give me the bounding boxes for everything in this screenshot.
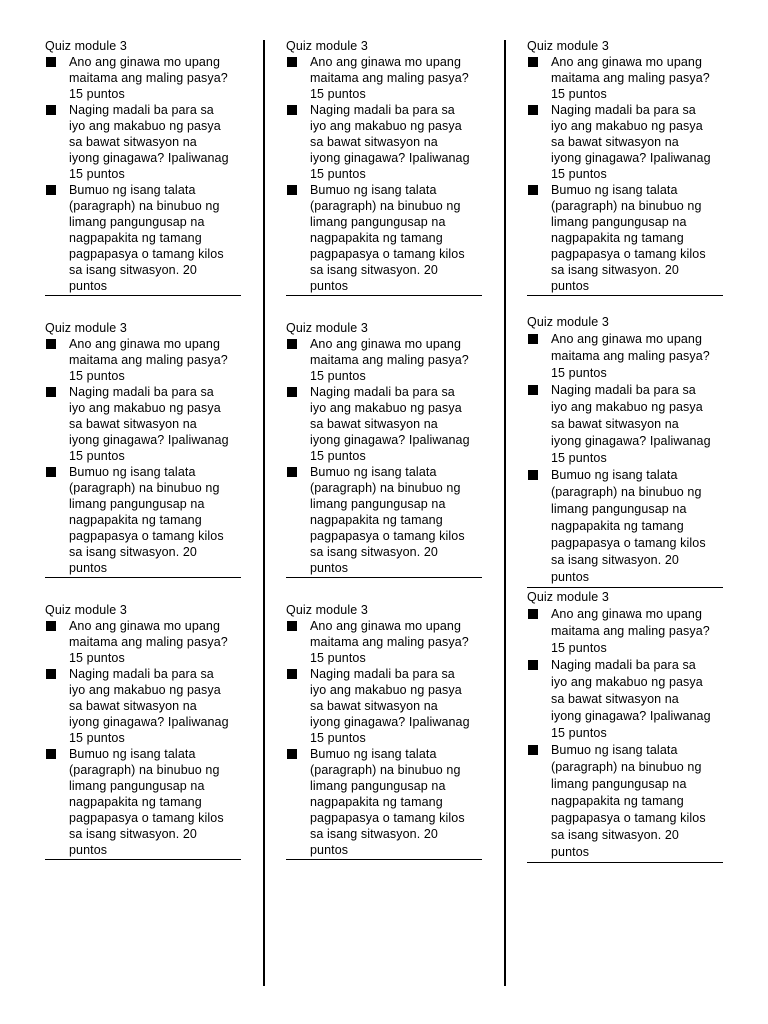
square-bullet-icon [287, 57, 297, 67]
square-bullet-icon [528, 660, 538, 670]
quiz-item-3: Bumuo ng isang talata (paragraph) na binubuo ng limang pangungusap na nagpapakita ng tamang pagpapasya o tamang kilos sa isang sitwasyon. 20 puntos [527, 742, 723, 861]
square-bullet-icon [46, 57, 56, 67]
quiz-card [527, 588, 723, 863]
column-divider-left [263, 40, 265, 986]
square-bullet-icon [287, 669, 297, 679]
column-3 [527, 38, 723, 863]
square-bullet-icon [46, 387, 56, 397]
quiz-item-2: Naging madali ba para sa iyo ang makabuo ng pasya sa bawat sitwasyon na iyong ginagawa? Ipaliwanag 15 puntos [527, 382, 723, 467]
square-bullet-icon [287, 749, 297, 759]
quiz-item-3: Bumuo ng isang talata (paragraph) na binubuo ng limang pangungusap na nagpapakita ng tamang pagpapasya o tamang kilos sa isang sitwasyon. 20 puntos [286, 182, 482, 294]
quiz-title: Quiz module 3 [527, 590, 609, 604]
quiz-card [45, 38, 241, 296]
square-bullet-icon [528, 57, 538, 67]
square-bullet-icon [46, 185, 56, 195]
quiz-item-2: Naging madali ba para sa iyo ang makabuo ng pasya sa bawat sitwasyon na iyong ginagawa? Ipaliwanag 15 puntos [527, 102, 723, 182]
square-bullet-icon [287, 339, 297, 349]
square-bullet-icon [528, 745, 538, 755]
square-bullet-icon [46, 621, 56, 631]
quiz-item-1: Ano ang ginawa mo upang maitama ang maling pasya? 15 puntos [527, 54, 723, 102]
quiz-title: Quiz module 3 [45, 39, 127, 53]
quiz-title: Quiz module 3 [286, 321, 368, 335]
quiz-title: Quiz module 3 [527, 315, 609, 329]
quiz-card [45, 602, 241, 860]
quiz-item-3: Bumuo ng isang talata (paragraph) na binubuo ng limang pangungusap na nagpapakita ng tamang pagpapasya o tamang kilos sa isang sitwasyon. 20 puntos [286, 746, 482, 858]
quiz-title: Quiz module 3 [45, 603, 127, 617]
quiz-card [527, 38, 723, 296]
square-bullet-icon [287, 185, 297, 195]
quiz-item-1: Ano ang ginawa mo upang maitama ang maling pasya? 15 puntos [286, 54, 482, 102]
square-bullet-icon [287, 621, 297, 631]
quiz-item-2: Naging madali ba para sa iyo ang makabuo ng pasya sa bawat sitwasyon na iyong ginagawa? Ipaliwanag 15 puntos [45, 102, 241, 182]
quiz-title: Quiz module 3 [527, 39, 609, 53]
quiz-item-1: Ano ang ginawa mo upang maitama ang maling pasya? 15 puntos [286, 336, 482, 384]
quiz-item-1: Ano ang ginawa mo upang maitama ang maling pasya? 15 puntos [45, 54, 241, 102]
quiz-title: Quiz module 3 [45, 321, 127, 335]
quiz-card [286, 602, 482, 860]
column-2 [286, 38, 482, 860]
quiz-card [527, 314, 723, 588]
square-bullet-icon [287, 467, 297, 477]
square-bullet-icon [46, 467, 56, 477]
quiz-card [286, 38, 482, 296]
quiz-item-3: Bumuo ng isang talata (paragraph) na binubuo ng limang pangungusap na nagpapakita ng tamang pagpapasya o tamang kilos sa isang sitwasyon. 20 puntos [527, 182, 723, 294]
quiz-item-1: Ano ang ginawa mo upang maitama ang maling pasya? 15 puntos [286, 618, 482, 666]
quiz-item-2: Naging madali ba para sa iyo ang makabuo ng pasya sa bawat sitwasyon na iyong ginagawa? Ipaliwanag 15 puntos [45, 666, 241, 746]
quiz-item-2: Naging madali ba para sa iyo ang makabuo ng pasya sa bawat sitwasyon na iyong ginagawa? Ipaliwanag 15 puntos [286, 666, 482, 746]
quiz-title: Quiz module 3 [286, 39, 368, 53]
quiz-item-2: Naging madali ba para sa iyo ang makabuo ng pasya sa bawat sitwasyon na iyong ginagawa? Ipaliwanag 15 puntos [286, 102, 482, 182]
square-bullet-icon [287, 387, 297, 397]
square-bullet-icon [46, 339, 56, 349]
column-divider-right [504, 40, 506, 986]
square-bullet-icon [528, 609, 538, 619]
quiz-item-3: Bumuo ng isang talata (paragraph) na binubuo ng limang pangungusap na nagpapakita ng tamang pagpapasya o tamang kilos sa isang sitwasyon. 20 puntos [45, 464, 241, 576]
quiz-card [286, 320, 482, 578]
square-bullet-icon [528, 470, 538, 480]
square-bullet-icon [528, 334, 538, 344]
quiz-card [45, 320, 241, 578]
quiz-item-1: Ano ang ginawa mo upang maitama ang maling pasya? 15 puntos [527, 606, 723, 657]
column-1 [45, 38, 241, 860]
quiz-item-2: Naging madali ba para sa iyo ang makabuo ng pasya sa bawat sitwasyon na iyong ginagawa? Ipaliwanag 15 puntos [45, 384, 241, 464]
quiz-item-3: Bumuo ng isang talata (paragraph) na binubuo ng limang pangungusap na nagpapakita ng tamang pagpapasya o tamang kilos sa isang sitwasyon. 20 puntos [45, 182, 241, 294]
square-bullet-icon [46, 669, 56, 679]
square-bullet-icon [46, 749, 56, 759]
square-bullet-icon [528, 385, 538, 395]
square-bullet-icon [528, 105, 538, 115]
square-bullet-icon [287, 105, 297, 115]
quiz-item-2: Naging madali ba para sa iyo ang makabuo ng pasya sa bawat sitwasyon na iyong ginagawa? Ipaliwanag 15 puntos [527, 657, 723, 742]
square-bullet-icon [46, 105, 56, 115]
quiz-title: Quiz module 3 [286, 603, 368, 617]
quiz-item-3: Bumuo ng isang talata (paragraph) na binubuo ng limang pangungusap na nagpapakita ng tamang pagpapasya o tamang kilos sa isang sitwasyon. 20 puntos [45, 746, 241, 858]
quiz-item-1: Ano ang ginawa mo upang maitama ang maling pasya? 15 puntos [45, 336, 241, 384]
quiz-item-1: Ano ang ginawa mo upang maitama ang maling pasya? 15 puntos [45, 618, 241, 666]
quiz-item-3: Bumuo ng isang talata (paragraph) na binubuo ng limang pangungusap na nagpapakita ng tamang pagpapasya o tamang kilos sa isang sitwasyon. 20 puntos [286, 464, 482, 576]
quiz-item-2: Naging madali ba para sa iyo ang makabuo ng pasya sa bawat sitwasyon na iyong ginagawa? Ipaliwanag 15 puntos [286, 384, 482, 464]
square-bullet-icon [528, 185, 538, 195]
quiz-item-1: Ano ang ginawa mo upang maitama ang maling pasya? 15 puntos [527, 331, 723, 382]
quiz-item-3: Bumuo ng isang talata (paragraph) na binubuo ng limang pangungusap na nagpapakita ng tamang pagpapasya o tamang kilos sa isang sitwasyon. 20 puntos [527, 467, 723, 586]
